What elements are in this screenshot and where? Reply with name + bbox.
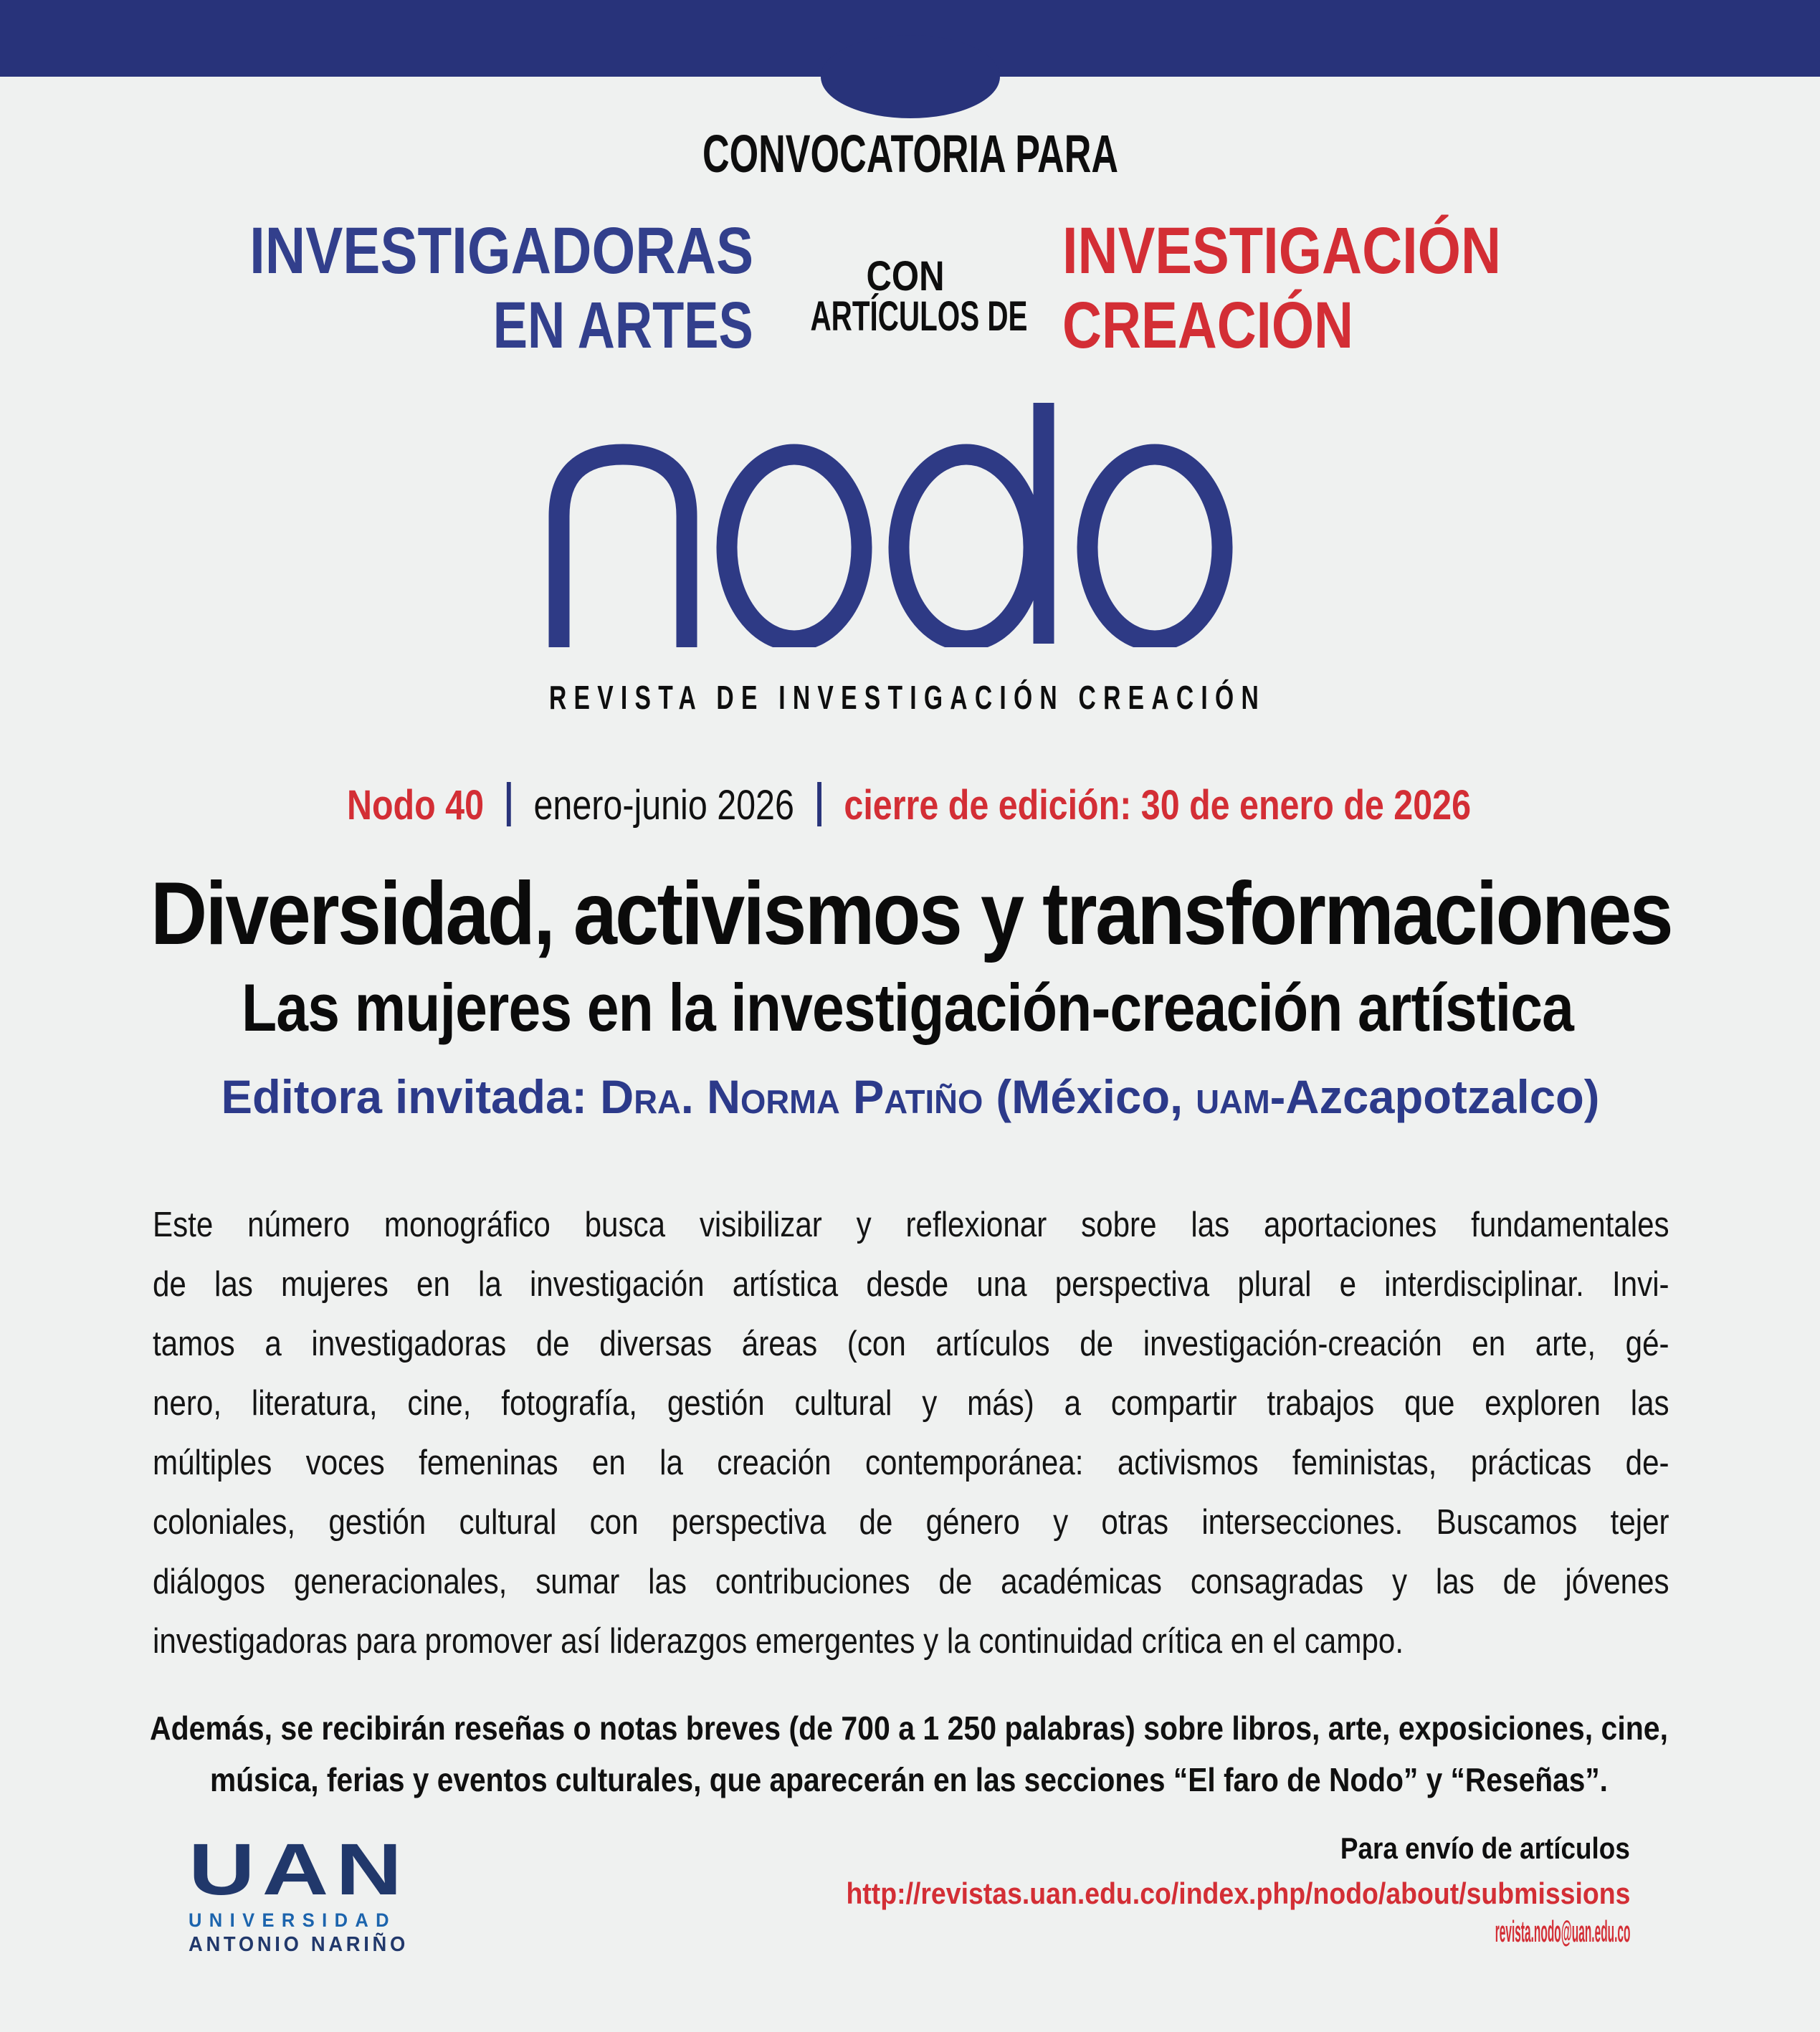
page-subtitle-wrap xyxy=(130,969,1685,1046)
kicker-wrap xyxy=(615,123,1206,184)
issue-number: Nodo 40 xyxy=(347,782,485,829)
body-line: coloniales, gestión cultural con perspectiva de género y otras intersecciones. Buscamos tejer xyxy=(153,1503,1669,1542)
nodo-letter-o1 xyxy=(727,454,862,641)
uan-logo xyxy=(189,1828,422,1957)
editor-suffix: -Azcapotzalco) xyxy=(1269,1070,1600,1123)
body-line: diálogos generacionales, sumar las contribuciones de académicas consagradas y las de jóvenes xyxy=(153,1563,1669,1601)
body-line: tamos a investigadoras de diversas áreas (con artículos de investigación-creación en arte, gé- xyxy=(153,1325,1669,1363)
tagline-wrap xyxy=(418,678,1398,717)
submission-block xyxy=(751,1829,1630,1950)
uan-antonio-narino: ANTONIO NARIÑO xyxy=(189,1933,409,1956)
nodo-letter-o2 xyxy=(1087,454,1222,641)
uan-acronym: UAN xyxy=(189,1828,409,1910)
headline-left-line1-wrap xyxy=(160,214,753,289)
nodo-logo-graphic xyxy=(547,400,1239,647)
headline-en-artes: EN ARTES xyxy=(493,289,753,362)
note-line1-wrap xyxy=(57,1709,1760,1747)
note-line1: Además, se recibirán reseñas o notas breves (de 700 a 1 250 palabras) sobre libros, arte, exposiciones, cine, xyxy=(150,1709,1668,1747)
submission-label: Para envío de artículos xyxy=(1340,1831,1630,1865)
separator-bar xyxy=(507,782,511,826)
tagline-text: REVISTA DE INVESTIGACIÓN CREACIÓN xyxy=(549,679,1266,716)
editor-line-wrap xyxy=(212,1069,1609,1124)
page-subtitle: Las mujeres en la investigación-creación artística xyxy=(242,970,1573,1045)
headline-mid-line2-wrap xyxy=(763,292,1075,340)
body-line: de las mujeres en la investigación artística desde una perspectiva plural e interdisciplinar. Invi- xyxy=(153,1265,1669,1304)
headline-left-line2-wrap xyxy=(422,288,753,363)
headline-right-line1-wrap xyxy=(1062,214,1583,289)
editor-prefix: Editora invitada: xyxy=(221,1070,601,1123)
headline-investigadoras: INVESTIGADORAS xyxy=(249,214,753,287)
headline-right-line2-wrap xyxy=(1062,288,1414,363)
body-line: nero, literatura, cine, fotografía, gestión cultural y más) a compartir trabajos que exploren las xyxy=(153,1384,1669,1423)
editor-mid: (México, xyxy=(983,1070,1196,1123)
note-line2-wrap xyxy=(119,1760,1699,1799)
body-line: Este número monográfico busca visibilizar y reflexionar sobre las aportaciones fundamentales xyxy=(153,1206,1669,1244)
editor-org: uam xyxy=(1196,1070,1270,1123)
uan-universidad: UNIVERSIDAD xyxy=(189,1909,396,1931)
body-paragraph xyxy=(153,1196,1669,1671)
issue-line xyxy=(236,781,1582,829)
headline-articulos-de: ARTÍCULOS DE xyxy=(810,293,1028,340)
page-title-wrap xyxy=(151,863,1820,965)
nodo-letter-d-bowl xyxy=(899,454,1034,641)
issue-deadline: cierre de edición: 30 de enero de 2026 xyxy=(844,782,1471,829)
headline-creacion: CREACIÓN xyxy=(1062,289,1353,362)
nodo-letter-n xyxy=(559,454,687,647)
body-line: múltiples voces femeninas en la creación contemporánea: activismos feministas, prácticas de- xyxy=(153,1444,1669,1482)
note-line2: música, ferias y eventos culturales, que aparecerán en las secciones “El faro de Nodo” y “Reseñas”. xyxy=(210,1761,1608,1798)
editor-name: Dra. Norma Patiño xyxy=(600,1070,983,1123)
submission-url-link[interactable]: http://revistas.uan.edu.co/index.php/nodo/about/submissions xyxy=(846,1876,1630,1910)
kicker-text: CONVOCATORIA PARA xyxy=(702,124,1118,183)
page-title: Diversidad, activismos y transformaciones xyxy=(151,864,1672,963)
headline-con: CON xyxy=(866,253,945,300)
separator-bar xyxy=(817,782,821,826)
submission-email-link[interactable]: revista.nodo@uan.edu.co xyxy=(1495,1914,1630,1948)
editor-line xyxy=(221,1069,1600,1124)
body-line: investigadoras para promover así liderazgos emergentes y la continuidad crítica en el campo. xyxy=(153,1622,1404,1661)
issue-period: enero-junio 2026 xyxy=(533,782,794,829)
top-bar-notch xyxy=(821,35,1000,118)
nodo-logo xyxy=(547,400,1239,651)
issue-line-content xyxy=(347,781,1471,829)
headline-investigacion: INVESTIGACIÓN xyxy=(1062,214,1501,287)
